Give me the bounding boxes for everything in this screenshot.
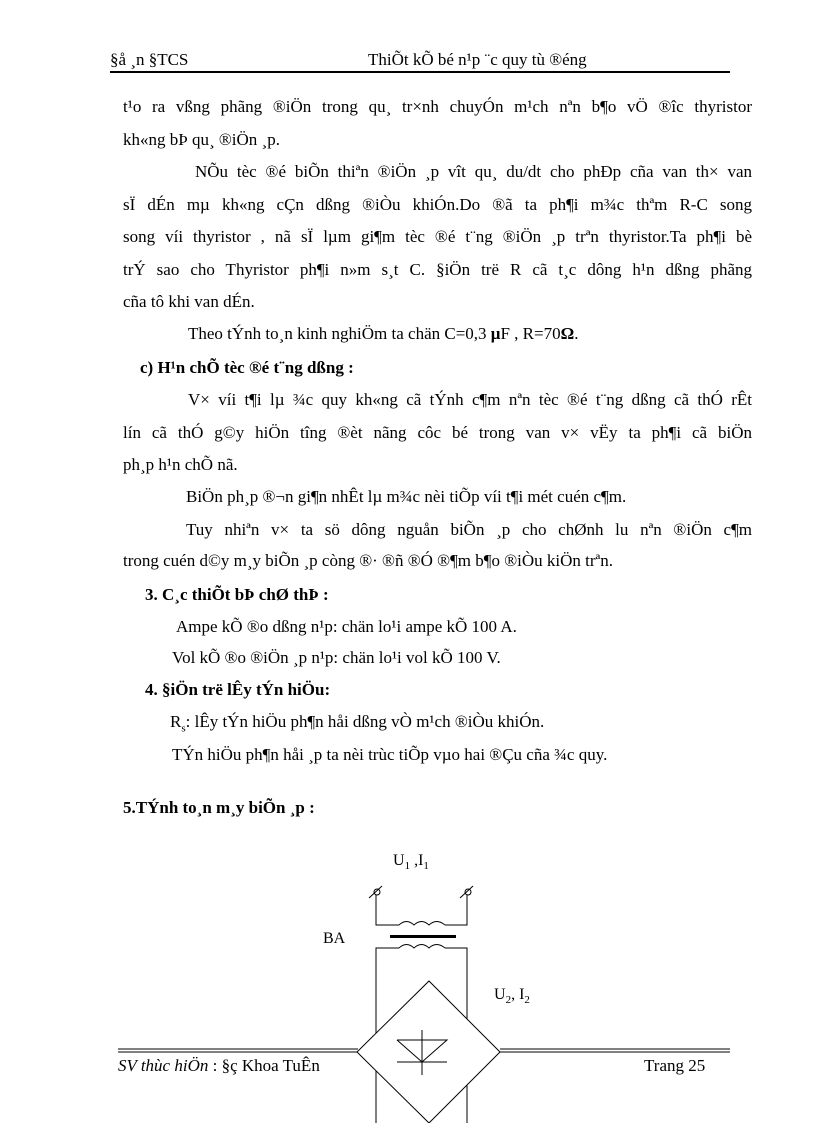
transformer-core	[390, 935, 456, 938]
paragraph-line: trÝ sao cho Thyristor ph¶i n»m s¸t C. §iÖn trë R cã t¸c dông h¹n dßng phãng	[123, 260, 752, 279]
rs-text: : lÊy tÝn hiÖu ph¶n håi dßng vÒ m¹ch ®iÒu khiÓn.	[185, 712, 545, 731]
header-title: ThiÕt kÕ bé n¹p ¨c quy tù ®éng	[368, 50, 587, 69]
author-label: SV thùc hiÖn	[118, 1056, 209, 1075]
ammeter-line: Ampe kÕ ®o dßng n¹p: chän lo¹i ampe kÕ 100 A.	[176, 617, 517, 636]
paragraph-line: sÏ dÉn mµ kh«ng cÇn dßng ®iÒu khiÓn.Do ®ã ta ph¶i m¾c thªm R-C song	[123, 195, 752, 214]
page-number: Trang 25	[644, 1056, 706, 1075]
paragraph-line: V× víi t¶i lµ ¾c quy kh«ng cã tÝnh c¶m nªn tèc ®é t¨ng dßng cã thÓ rÊt	[188, 390, 752, 409]
section-heading-3: 3. C¸c thiÕt bÞ chØ thÞ :	[145, 585, 329, 604]
formula-text: .	[574, 324, 579, 343]
primary-coil	[399, 922, 445, 926]
voltmeter-line: Vol kÕ ®o ®iÖn ¸p n¹p: chän lo¹i vol kÕ 100 V.	[172, 648, 501, 667]
paragraph-line: cña tô khi van dÉn.	[123, 292, 255, 311]
header-left: §å ¸n §TCS	[110, 50, 189, 69]
paragraph-line: song víi thyristor , nã sÏ lµm gi¶m tèc ®é t¨ng ®iÖn ¸p trªn thyristor.Ta ph¶i bè	[123, 227, 752, 246]
paragraph-line: NÕu tèc ®é biÕn thiªn ®iÖn ¸p vît qu¸ du/dt cho phÐp cña van th× van	[195, 162, 752, 181]
label-ba: BA	[323, 930, 346, 947]
mu-symbol: μ	[490, 324, 501, 343]
paragraph-line: lín cã thÓ g©y hiÖn tîng ®èt nãng côc bé trong van v× vËy ta ph¶i cã biÖn	[123, 423, 752, 442]
rectifier-bridge	[357, 981, 500, 1123]
paragraph-line: BiÖn ph¸p ®¬n gi¶n nhÊt lµ m¾c nèi tiÕp víi t¶i mét cuén c¶m.	[186, 487, 627, 506]
secondary-coil	[399, 945, 445, 949]
label-u2-i2: $U_2$, $I_2$	[494, 986, 530, 1007]
section-heading-c: c) H¹n chÕ tèc ®é t¨ng dßng :	[140, 358, 354, 377]
paragraph-line: Tuy nhiªn v× ta sö dông nguån biÕn ¸p cho chØnh lu nªn ®iÖn c¶m	[186, 520, 752, 539]
section-heading-4: 4. §iÖn trë lÊy tÝn hiÖu:	[145, 680, 331, 699]
formula-text: Theo tÝnh to¸n kinh nghiÖm ta chän C=0,3	[188, 324, 491, 343]
paragraph-line: ph¸p h¹n chÕ nã.	[123, 455, 238, 474]
formula-text: F , R=70	[500, 324, 561, 343]
author-name: : §ç Khoa TuÊn	[208, 1056, 320, 1075]
signal-line: TÝn hiÖu ph¶n håi ¸p ta nèi trùc tiÕp vµo hai ®Çu cña ¾c quy.	[172, 745, 608, 764]
rs-subscript: s	[181, 722, 186, 735]
label-u1-i1: $U_1$ $,I_1$	[393, 852, 429, 873]
rs-symbol: R	[170, 712, 182, 731]
section-heading-5: 5.TÝnh to¸n m¸y biÕn ¸p :	[123, 798, 315, 817]
ohm-symbol: Ω	[560, 324, 575, 343]
paragraph-line: t¹o ra vßng phãng ®iÖn trong qu¸ tr×nh chuyÓn m¹ch nªn b¶o vÖ ®îc thyristor	[123, 97, 752, 116]
paragraph-line: trong cuén d©y m¸y biÕn ¸p còng ®· ®ñ ®Ó ®¶m b¶o ®iÒu kiÖn trªn.	[123, 551, 613, 570]
paragraph-line: kh«ng bÞ qu¸ ®iÖn ¸p.	[123, 130, 280, 149]
